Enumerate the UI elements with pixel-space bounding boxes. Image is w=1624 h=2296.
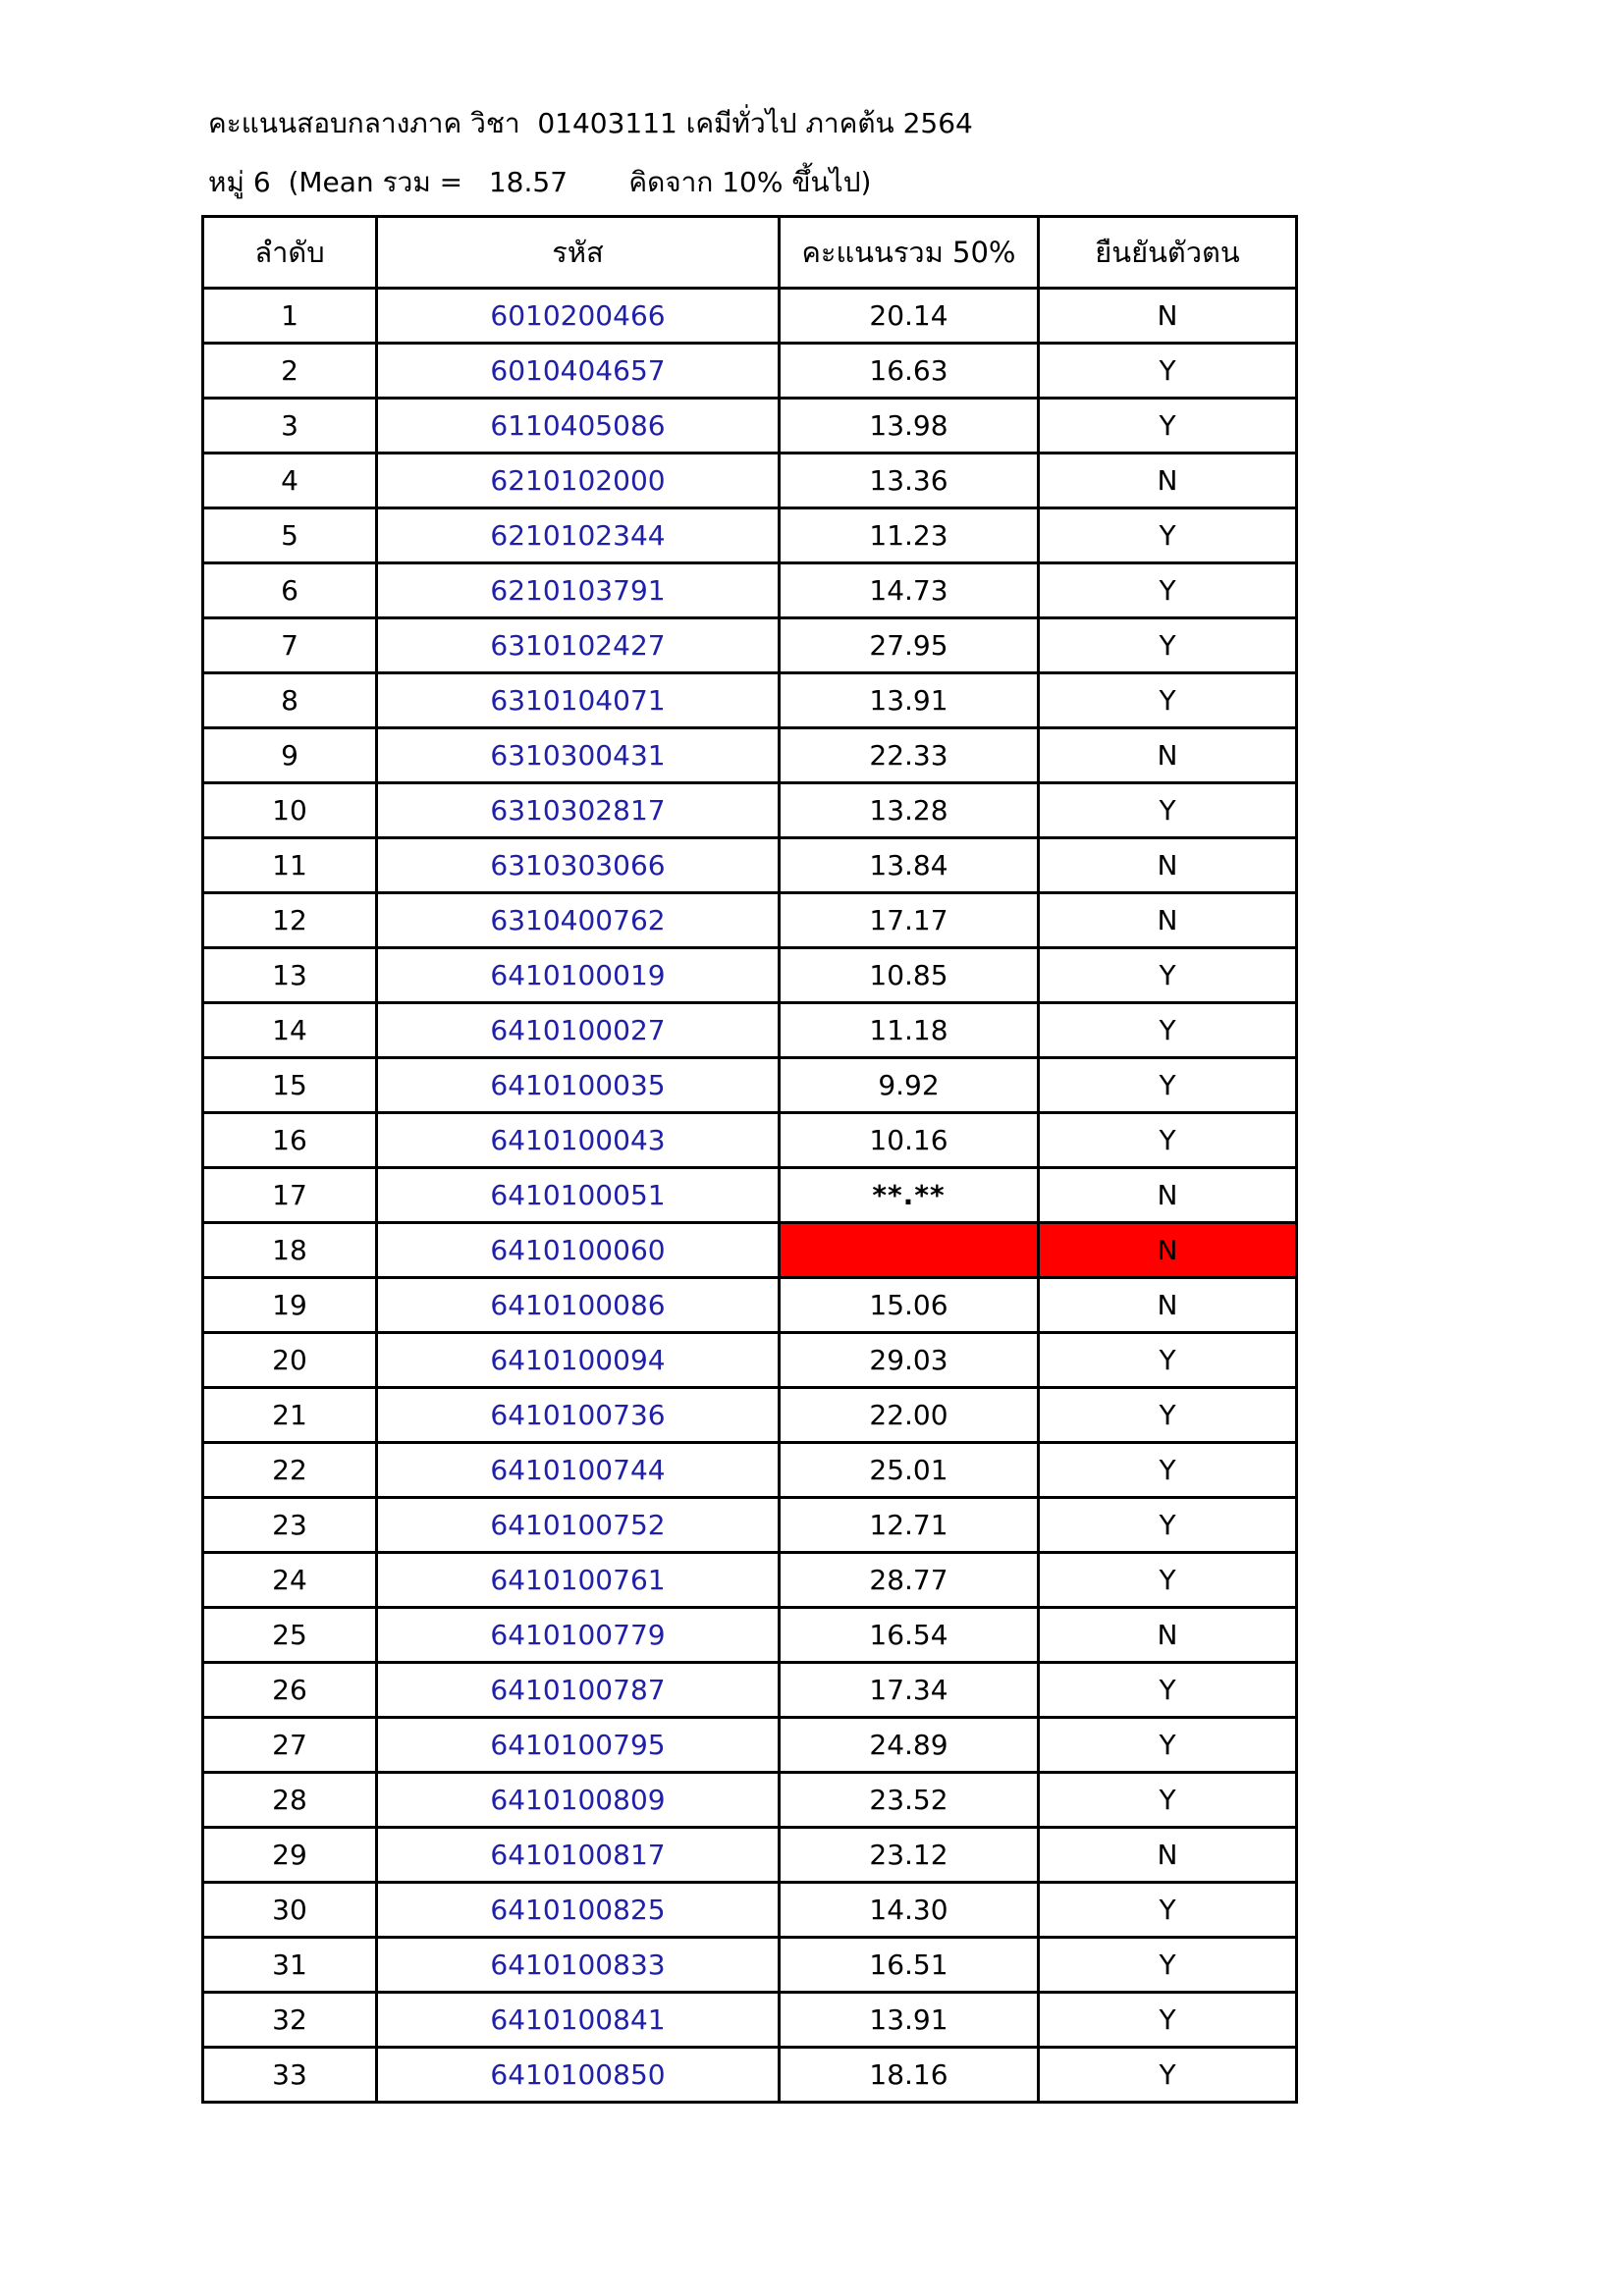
order-cell: 5 (203, 508, 377, 563)
table-row (203, 783, 1297, 838)
order-cell: 8 (203, 673, 377, 728)
score-cell: 16.51 (780, 1938, 1039, 1993)
order-cell: 21 (203, 1388, 377, 1443)
table-row (203, 1278, 1297, 1333)
student-id-cell: 6410100094 (377, 1333, 780, 1388)
section-info (208, 163, 871, 202)
student-id-cell: 6210102344 (377, 508, 780, 563)
identity-confirm-cell: Y (1039, 673, 1297, 728)
student-id-cell: 6010404657 (377, 344, 780, 399)
student-id-cell: 6410100752 (377, 1498, 780, 1553)
table-row (203, 508, 1297, 563)
table-row (203, 838, 1297, 893)
order-cell: 29 (203, 1828, 377, 1883)
order-cell: 10 (203, 783, 377, 838)
score-cell: 13.28 (780, 783, 1039, 838)
order-cell: 28 (203, 1773, 377, 1828)
calculation-note: คิดจาก 10% ขึ้นไป) (628, 166, 872, 198)
score-cell: 24.89 (780, 1718, 1039, 1773)
student-id-cell: 6410100809 (377, 1773, 780, 1828)
student-id-cell: 6410100086 (377, 1278, 780, 1333)
identity-confirm-cell: Y (1039, 1443, 1297, 1498)
student-id-cell: 6010200466 (377, 289, 780, 344)
order-cell: 11 (203, 838, 377, 893)
student-id-cell: 6410100817 (377, 1828, 780, 1883)
order-cell: 32 (203, 1993, 377, 2048)
score-cell: 13.36 (780, 454, 1039, 508)
score-cell (780, 1223, 1039, 1278)
student-id-cell: 6310302817 (377, 783, 780, 838)
identity-confirm-cell: Y (1039, 344, 1297, 399)
student-id-cell: 6410100850 (377, 2048, 780, 2103)
student-id-cell: 6410100787 (377, 1663, 780, 1718)
order-cell: 26 (203, 1663, 377, 1718)
table-row (203, 1388, 1297, 1443)
identity-confirm-cell: Y (1039, 1883, 1297, 1938)
identity-confirm-cell: Y (1039, 1718, 1297, 1773)
identity-confirm-cell: Y (1039, 1003, 1297, 1058)
student-id-cell: 6410100060 (377, 1223, 780, 1278)
student-id-cell: 6410100035 (377, 1058, 780, 1113)
identity-confirm-cell: Y (1039, 1773, 1297, 1828)
identity-confirm-cell: Y (1039, 399, 1297, 454)
table-row (203, 1718, 1297, 1773)
table-row (203, 344, 1297, 399)
student-id-cell: 6410100779 (377, 1608, 780, 1663)
score-cell: 17.17 (780, 893, 1039, 948)
score-cell: 9.92 (780, 1058, 1039, 1113)
table-row (203, 1938, 1297, 1993)
identity-confirm-cell: N (1039, 893, 1297, 948)
identity-confirm-cell: N (1039, 1278, 1297, 1333)
score-table (201, 215, 1298, 2104)
section-label: หมู่ 6 (208, 166, 271, 198)
score-cell: 22.33 (780, 728, 1039, 783)
student-id-cell: 6410100841 (377, 1993, 780, 2048)
table-row (203, 454, 1297, 508)
table-row (203, 1883, 1297, 1938)
identity-confirm-cell: Y (1039, 1663, 1297, 1718)
student-id-cell: 6310300431 (377, 728, 780, 783)
order-cell: 6 (203, 563, 377, 618)
score-cell: 12.71 (780, 1498, 1039, 1553)
table-row (203, 673, 1297, 728)
identity-confirm-cell: N (1039, 728, 1297, 783)
score-cell: 11.23 (780, 508, 1039, 563)
column-header-order: ลำดับ (203, 217, 377, 289)
document-title: คะแนนสอบกลางภาค วิชา 01403111 เคมีทั่วไป ภาคต้น 2564 (208, 107, 973, 139)
table-row (203, 1773, 1297, 1828)
order-cell: 1 (203, 289, 377, 344)
student-id-cell: 6310303066 (377, 838, 780, 893)
order-cell: 4 (203, 454, 377, 508)
table-header-row (203, 217, 1297, 289)
student-id-cell: 6210102000 (377, 454, 780, 508)
score-cell: 13.91 (780, 1993, 1039, 2048)
table-row (203, 948, 1297, 1003)
score-cell: 17.34 (780, 1663, 1039, 1718)
table-row (203, 1608, 1297, 1663)
order-cell: 9 (203, 728, 377, 783)
identity-confirm-cell: Y (1039, 1938, 1297, 1993)
student-id-cell: 6310102427 (377, 618, 780, 673)
order-cell: 22 (203, 1443, 377, 1498)
student-id-cell: 6410100761 (377, 1553, 780, 1608)
order-cell: 14 (203, 1003, 377, 1058)
identity-confirm-cell: Y (1039, 2048, 1297, 2103)
identity-confirm-cell: Y (1039, 1498, 1297, 1553)
identity-confirm-cell: N (1039, 289, 1297, 344)
table-row (203, 1828, 1297, 1883)
score-cell: 14.30 (780, 1883, 1039, 1938)
table-body (203, 289, 1297, 2103)
identity-confirm-cell: N (1039, 1168, 1297, 1223)
identity-confirm-cell: Y (1039, 1553, 1297, 1608)
table-row (203, 618, 1297, 673)
student-id-cell: 6410100043 (377, 1113, 780, 1168)
student-id-cell: 6310104071 (377, 673, 780, 728)
column-header-identity-confirm: ยืนยันตัวตน (1039, 217, 1297, 289)
column-header-total-score: คะแนนรวม 50% (780, 217, 1039, 289)
order-cell: 25 (203, 1608, 377, 1663)
table-row (203, 893, 1297, 948)
table-row (203, 1168, 1297, 1223)
score-cell: 11.18 (780, 1003, 1039, 1058)
order-cell: 17 (203, 1168, 377, 1223)
identity-confirm-cell: N (1039, 1608, 1297, 1663)
score-cell: 29.03 (780, 1333, 1039, 1388)
score-cell: 18.16 (780, 2048, 1039, 2103)
mean-value: 18.57 (488, 166, 568, 198)
table-row (203, 399, 1297, 454)
score-cell: 23.52 (780, 1773, 1039, 1828)
table-row (203, 1223, 1297, 1278)
student-id-cell: 6210103791 (377, 563, 780, 618)
identity-confirm-cell: N (1039, 1223, 1297, 1278)
table-row (203, 289, 1297, 344)
student-id-cell: 6410100825 (377, 1883, 780, 1938)
order-cell: 13 (203, 948, 377, 1003)
identity-confirm-cell: Y (1039, 1993, 1297, 2048)
score-cell: 28.77 (780, 1553, 1039, 1608)
student-id-cell: 6410100051 (377, 1168, 780, 1223)
identity-confirm-cell: Y (1039, 1388, 1297, 1443)
table-row (203, 728, 1297, 783)
order-cell: 15 (203, 1058, 377, 1113)
score-cell: 20.14 (780, 289, 1039, 344)
identity-confirm-cell: Y (1039, 1058, 1297, 1113)
table-row (203, 1113, 1297, 1168)
score-cell: 13.84 (780, 838, 1039, 893)
mean-label: (Mean รวม = (288, 166, 463, 198)
order-cell: 3 (203, 399, 377, 454)
identity-confirm-cell: Y (1039, 508, 1297, 563)
order-cell: 12 (203, 893, 377, 948)
order-cell: 16 (203, 1113, 377, 1168)
table-row (203, 1333, 1297, 1388)
score-cell: 14.73 (780, 563, 1039, 618)
order-cell: 7 (203, 618, 377, 673)
column-header-student-id: รหัส (377, 217, 780, 289)
student-id-cell: 6410100795 (377, 1718, 780, 1773)
order-cell: 18 (203, 1223, 377, 1278)
score-cell: 13.98 (780, 399, 1039, 454)
identity-confirm-cell: N (1039, 838, 1297, 893)
score-cell: **.** (780, 1168, 1039, 1223)
student-id-cell: 6110405086 (377, 399, 780, 454)
table-row (203, 1443, 1297, 1498)
student-id-cell: 6410100027 (377, 1003, 780, 1058)
table-row (203, 1003, 1297, 1058)
identity-confirm-cell: Y (1039, 563, 1297, 618)
table-row (203, 563, 1297, 618)
score-cell: 22.00 (780, 1388, 1039, 1443)
order-cell: 31 (203, 1938, 377, 1993)
table-row (203, 1663, 1297, 1718)
student-id-cell: 6410100744 (377, 1443, 780, 1498)
identity-confirm-cell: Y (1039, 948, 1297, 1003)
student-id-cell: 6410100019 (377, 948, 780, 1003)
score-cell: 13.91 (780, 673, 1039, 728)
identity-confirm-cell: N (1039, 1828, 1297, 1883)
identity-confirm-cell: Y (1039, 618, 1297, 673)
score-cell: 16.54 (780, 1608, 1039, 1663)
score-cell: 16.63 (780, 344, 1039, 399)
student-id-cell: 6410100833 (377, 1938, 780, 1993)
order-cell: 20 (203, 1333, 377, 1388)
table-row (203, 1993, 1297, 2048)
score-cell: 27.95 (780, 618, 1039, 673)
score-cell: 10.16 (780, 1113, 1039, 1168)
table-row (203, 1553, 1297, 1608)
order-cell: 2 (203, 344, 377, 399)
order-cell: 33 (203, 2048, 377, 2103)
score-cell: 15.06 (780, 1278, 1039, 1333)
order-cell: 30 (203, 1883, 377, 1938)
score-cell: 23.12 (780, 1828, 1039, 1883)
score-cell: 25.01 (780, 1443, 1039, 1498)
student-id-cell: 6410100736 (377, 1388, 780, 1443)
order-cell: 24 (203, 1553, 377, 1608)
student-id-cell: 6310400762 (377, 893, 780, 948)
identity-confirm-cell: N (1039, 454, 1297, 508)
identity-confirm-cell: Y (1039, 1113, 1297, 1168)
table-row (203, 2048, 1297, 2103)
table-row (203, 1058, 1297, 1113)
order-cell: 19 (203, 1278, 377, 1333)
table-row (203, 1498, 1297, 1553)
identity-confirm-cell: Y (1039, 1333, 1297, 1388)
order-cell: 27 (203, 1718, 377, 1773)
order-cell: 23 (203, 1498, 377, 1553)
score-cell: 10.85 (780, 948, 1039, 1003)
identity-confirm-cell: Y (1039, 783, 1297, 838)
